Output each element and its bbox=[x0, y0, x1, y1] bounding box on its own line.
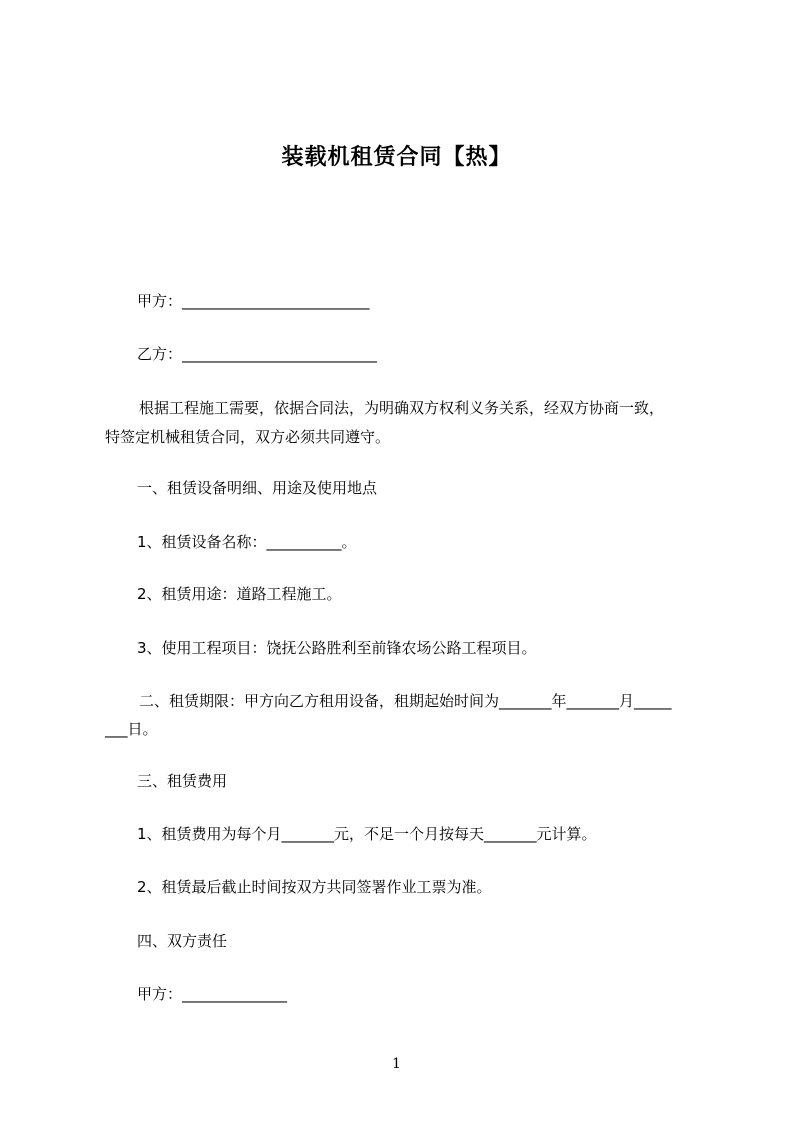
intro-line-1: 根据工程施工需要，依据合同法，为明确双方权利义务关系，经双方协商一致， bbox=[139, 399, 665, 417]
party-a-line: 甲方：_________________________ bbox=[137, 292, 370, 310]
section-2-line-2: ___日。 bbox=[105, 720, 158, 738]
section-4-party-a: 甲方：______________ bbox=[137, 985, 288, 1003]
section-1-item-2: 2、租赁用途：道路工程施工。 bbox=[137, 585, 342, 603]
section-3-heading: 三、租赁费用 bbox=[137, 772, 228, 790]
section-3-item-1: 1、租赁费用为每个月_______元，不足一个月按每天_______元计算。 bbox=[137, 825, 597, 843]
section-2-line-1: 二、租赁期限：甲方向乙方租用设备，租期起始时间为_______年_______月_____ bbox=[139, 692, 672, 710]
intro-line-2: 特签定机械租赁合同，双方必须共同遵守。 bbox=[105, 428, 391, 446]
section-1-heading: 一、租赁设备明细、用途及使用地点 bbox=[137, 479, 378, 497]
section-4-heading: 四、双方责任 bbox=[137, 932, 228, 950]
section-1-item-1: 1、租赁设备名称：__________。 bbox=[137, 533, 357, 551]
section-3-item-2: 2、租赁最后截止时间按双方共同签署作业工票为准。 bbox=[137, 878, 492, 896]
party-b-line: 乙方：__________________________ bbox=[137, 345, 378, 363]
page-number: 1 bbox=[392, 1056, 401, 1072]
document-title: 装载机租赁合同【热】 bbox=[281, 145, 512, 170]
section-1-item-3: 3、使用工程项目：饶抚公路胜利至前锋农场公路工程项目。 bbox=[137, 639, 537, 657]
